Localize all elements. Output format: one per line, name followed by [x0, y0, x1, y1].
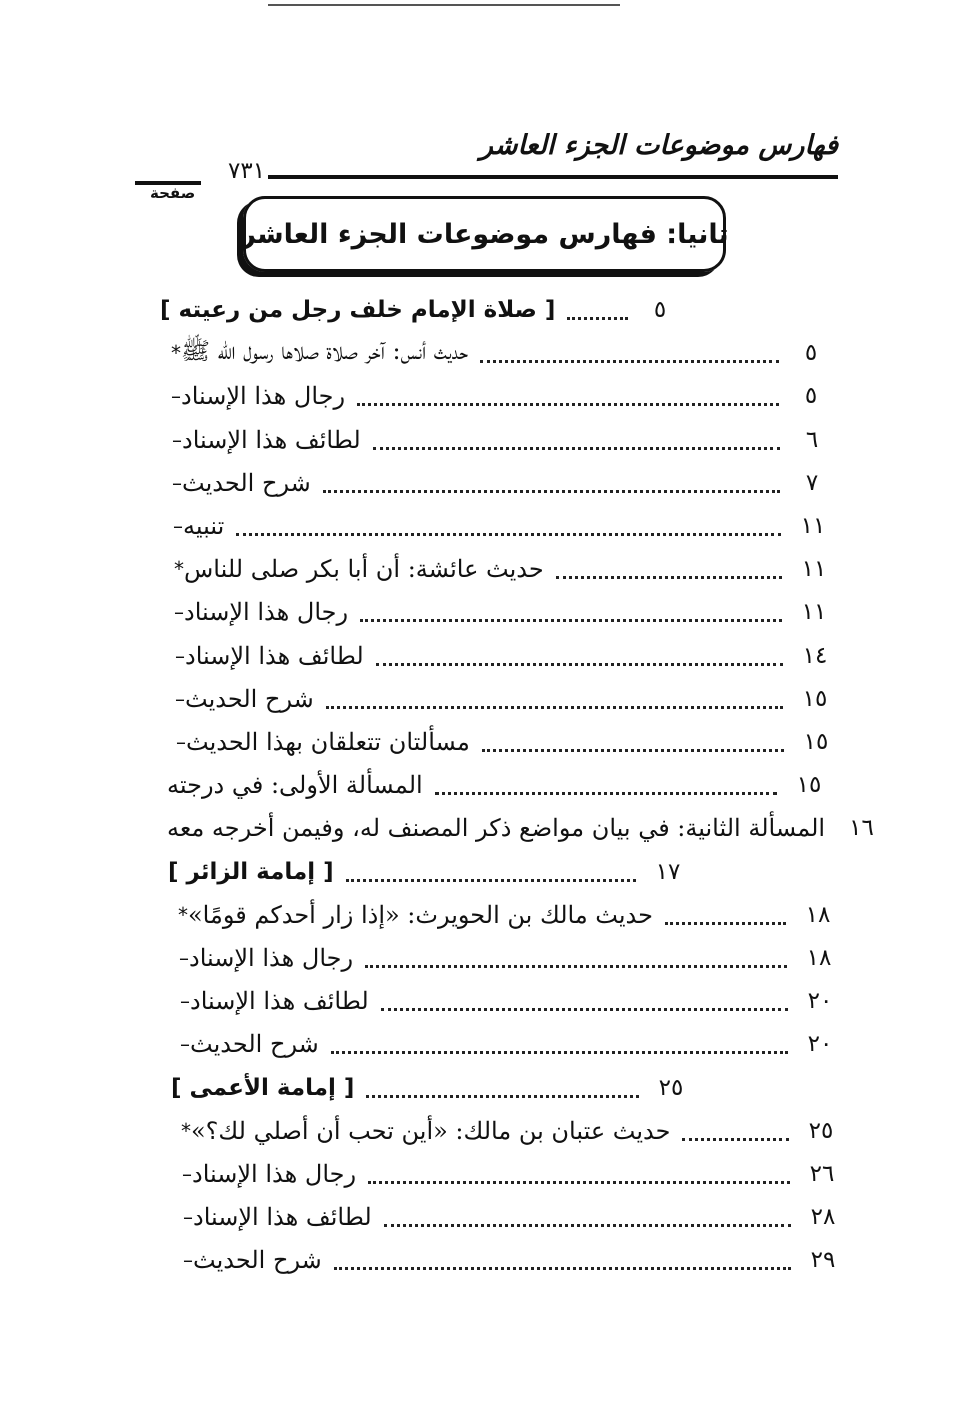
toc-entry-title: المسألة الثانية: في بيان مواضع ذكر المصنف له، وفيمن أخرجه معه [167, 814, 826, 842]
dot-leader [366, 1095, 639, 1098]
toc-entry [164, 549, 834, 589]
dot-leader [384, 1224, 791, 1227]
toc-entry-title: شرح الحديث [193, 1246, 322, 1274]
dash-bullet: – [180, 989, 190, 1013]
toc-entry [161, 376, 831, 416]
toc-entry-page: ١٥ [796, 772, 822, 798]
toc-entry-page: ١٦ [849, 815, 874, 841]
toc-entry-page: ١٥ [803, 729, 829, 755]
toc-entry-page: ٢٠ [807, 1031, 833, 1057]
toc-entry [162, 463, 832, 503]
dot-leader [326, 706, 783, 709]
dot-leader [682, 1138, 789, 1141]
dash-bullet: – [175, 644, 185, 668]
top-edge-rule [268, 4, 620, 6]
dash-bullet: – [173, 514, 183, 538]
toc-entry-page: ٢٠ [807, 988, 833, 1014]
dash-bullet: – [179, 946, 189, 970]
toc-entry-title: [ إمامة الأعمى ] [171, 1075, 355, 1101]
toc-entry-page: ٦ [805, 427, 819, 453]
toc-entry-title: رجال هذا الإسناد [189, 944, 354, 972]
toc-entry [167, 808, 874, 848]
dot-leader [480, 360, 779, 363]
dash-bullet: – [183, 1248, 193, 1272]
dot-leader [567, 317, 628, 320]
dash-bullet: – [174, 600, 184, 624]
toc-entry-title: حديث مالك بن الحويرث: «إذا زار أحدكم قومًا» [188, 901, 653, 929]
toc-entry-page: ٢٦ [809, 1161, 835, 1187]
dot-leader [373, 447, 780, 450]
dot-leader [482, 749, 784, 752]
asterisk-bullet: * [181, 1119, 191, 1143]
toc-entry [168, 895, 838, 935]
dot-leader [665, 922, 786, 925]
toc-entry-title: حديث أنس: آخر صلاة صلاها رسول الله ﷺ [181, 336, 469, 365]
toc-entry-page: ١١ [801, 556, 827, 582]
toc-entry-page: ١٤ [802, 643, 828, 669]
toc-entry-title: لطائف هذا الإسناد [190, 987, 369, 1015]
toc-entry [170, 1024, 840, 1064]
running-title: فهارس موضوعات الجزء العاشر [479, 130, 838, 161]
toc-entry-page: ١١ [801, 599, 827, 625]
toc-entry-title: لطائف هذا الإسناد [182, 426, 361, 454]
asterisk-bullet: * [174, 557, 184, 581]
toc-entry-page: ٢٥ [658, 1075, 684, 1101]
dot-leader [365, 965, 787, 968]
page-number: ٧٣١ [228, 158, 266, 184]
dash-bullet: – [175, 687, 185, 711]
toc-entry [173, 1240, 843, 1280]
dot-leader [346, 879, 636, 882]
toc-entry-page: ٢٨ [810, 1204, 836, 1230]
header-rule [268, 175, 838, 179]
toc-entry [163, 506, 833, 546]
toc-entry-page: ٥ [804, 383, 818, 409]
toc-entry-title: [ صلاة الإمام خلف رجل من رعيته ] [160, 297, 556, 323]
asterisk-bullet: * [178, 903, 188, 927]
toc-entry-title: [ إمامة الزائر ] [168, 859, 334, 885]
toc-entry [164, 592, 834, 632]
toc-entry-title: شرح الحديث [190, 1030, 319, 1058]
toc-entry-page: ١١ [800, 513, 826, 539]
toc-entry-page: ١٧ [655, 859, 681, 885]
toc-entry [170, 981, 840, 1021]
toc-entry-title: رجال هذا الإسناد [181, 382, 346, 410]
toc-entry-title: حديث عتبان بن مالك: «أين تحب أن أصلي لك؟» [191, 1117, 671, 1145]
dash-bullet: – [171, 384, 181, 408]
asterisk-bullet: * [171, 341, 181, 365]
dash-bullet: – [182, 1162, 192, 1186]
toc-entry-title: شرح الحديث [182, 469, 311, 497]
dot-leader [357, 403, 779, 406]
dash-bullet: – [172, 428, 182, 452]
toc-entry [172, 1154, 842, 1194]
dot-leader [360, 619, 782, 622]
dot-leader [323, 490, 780, 493]
toc-entry [165, 636, 835, 676]
toc-entry-title: لطائف هذا الإسناد [185, 642, 364, 670]
dot-leader [381, 1008, 788, 1011]
toc-entry-page: ٥ [804, 340, 818, 366]
toc-entry-page: ٢٩ [810, 1247, 836, 1273]
toc-entry [169, 938, 839, 978]
toc-entry [165, 679, 835, 719]
toc-entry-title: حديث عائشة: أن أبا بكر صلى للناس [184, 555, 544, 583]
toc-entry-title: تنبيه [183, 512, 225, 540]
dot-leader [376, 663, 783, 666]
toc-entry [168, 852, 688, 892]
toc-entry-title: رجال هذا الإسناد [184, 598, 349, 626]
dot-leader [556, 576, 782, 579]
toc-entry [171, 1111, 841, 1151]
dot-leader [331, 1051, 788, 1054]
dash-bullet: – [183, 1205, 193, 1229]
toc-entry [162, 420, 832, 460]
toc-entry [161, 333, 831, 373]
toc-entry-page: ١٨ [806, 945, 832, 971]
toc-entry-title: رجال هذا الإسناد [192, 1160, 357, 1188]
toc-entry-title: لطائف هذا الإسناد [193, 1203, 372, 1231]
toc-entry-title: مسألتان تتعلقان بهذا الحديث [186, 728, 470, 756]
dash-bullet: – [172, 471, 182, 495]
toc-entry-title: شرح الحديث [185, 685, 314, 713]
dot-leader [368, 1181, 790, 1184]
toc-entry-page: ١٥ [802, 686, 828, 712]
toc-entry [173, 1197, 843, 1237]
section-heading-frame [240, 196, 729, 272]
dot-leader [334, 1267, 791, 1270]
toc-entry-page: ١٨ [805, 902, 831, 928]
toc-entry [166, 722, 836, 762]
toc-entry-page: ٢٥ [808, 1118, 834, 1144]
dot-leader [435, 792, 777, 795]
section-heading: ثانيا: فهارس موضوعات الجزء العاشر [240, 218, 729, 250]
page-column-label: صفحة [150, 184, 196, 202]
toc-entry [160, 290, 680, 330]
toc-entry-page: ٧ [805, 470, 819, 496]
toc-entry-title: المسألة الأولى: في درجته [167, 771, 423, 799]
dash-bullet: – [180, 1032, 190, 1056]
dash-bullet: – [176, 730, 186, 754]
toc-entry-page: ٥ [653, 297, 667, 323]
toc-entry [167, 765, 829, 805]
dot-leader [236, 533, 781, 536]
toc-entry [171, 1068, 691, 1108]
